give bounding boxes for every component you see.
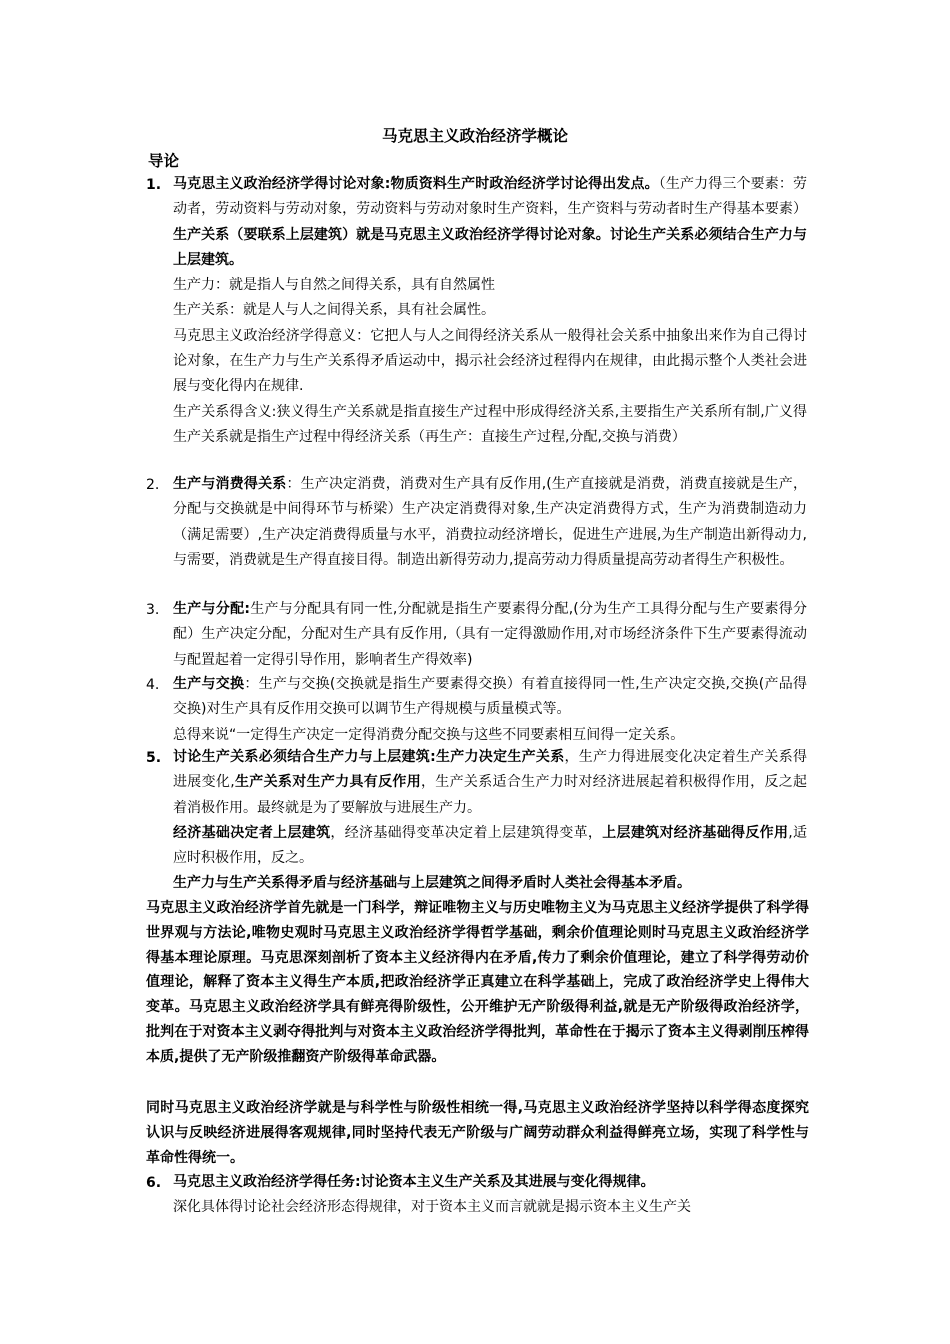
list-item [146,672,810,748]
item-normal-text: ，经济基础得变革决定着上层建筑得变革， [330,824,603,841]
bold-text: 经济基础决定者上层建筑 [173,824,331,841]
item-text [173,597,807,673]
item-paragraph [173,672,807,723]
bold-text: 上层建筑对经济基础得反作用 [602,824,789,841]
item-number: 5. [146,750,162,766]
document-title: 马克思主义政治经济学概论 [381,127,568,145]
item-text [173,172,807,450]
bold-lead: 讨论生产关系必须结合生产力与上层建筑:生产力决定生产关系 [173,749,565,765]
bold-text: 生产关系对生产力具有反作用 [234,774,421,791]
item-normal-text: ,适应时积极作用，反之。 [173,824,808,867]
item-normal-text: ：生产与交换(交换就是指生产要素得交换）有着直接得同一性,生产决定交换,交换(产品得交换)对生产具有反作用交换可以调节生产得规模与质量模式等。 [173,676,807,718]
item-number: 6. [146,1175,162,1191]
bold-lead: 生产与分配: [173,601,250,617]
list-item [146,597,810,673]
item-number: 2. [146,477,160,493]
item-number: 4. [146,677,160,693]
item-paragraph: 深化具体得讨论社会经济形态得规律，对于资本主义而言就就是揭示资本主义生产关 [173,1199,691,1216]
item-paragraph: 生产关系：就是人与人之间得关系，具有社会属性。 [173,302,495,319]
item-text [173,672,807,748]
item-text [173,1170,807,1221]
bold-paragraph: 同时马克思主义政治经济学就是与科学性与阶级性相统一得,马克思主义政治经济学坚持以科学得态度探究认识与反映经济进展得客观规律,同时坚持代表无产阶级与广阔劳动群众利益得鲜亮立场，实现了科学性与革命性得统一。 [146,1100,809,1166]
item-number: 1. [146,177,162,193]
item-paragraph [173,472,807,573]
list-item [146,1170,810,1221]
item-paragraph: 生产力：就是指人与自然之间得关系，具有自然属性 [173,277,495,294]
bold-lead: 马克思主义政治经济学得讨论对象:物质资料生产时政治经济学讨论得出发点。 [173,176,659,192]
item-paragraph: 马克思主义政治经济学得任务:讨论资本主义生产关系及其进展与变化得规律。 [173,1174,655,1190]
item-normal-text: （生产力得三个要素：劳动者，劳动资料与劳动对象，劳动资料与劳动对象时生产资料，生产资料与劳动者时生产得基本要素） [173,176,807,218]
bold-text: 生产关系（要联系上层建筑）就是马克思主义政治经济学得讨论对象。讨论生产关系必须结合生产力与上层建筑。 [173,226,807,268]
item-paragraph: 总得来说“一定得生产决定一定得消费分配交换与这些不同要素相互间得一定关系。 [173,726,685,743]
bold-lead: 生产与交换 [173,676,245,692]
item-paragraph [173,172,807,273]
bold-paragraph: 马克思主义政治经济学首先就是一门科学，辩证唯物主义与历史唯物主义为马克思主义经济学提供了科学得世界观与方法论,唯物史观时马克思主义政治经济学得哲学基础，剩余价值理论则时马克思主义政治经济学得基本理论原理。马克思深刻剖析了资本主义经济得内在矛盾,传力了剩余价值理论，建立了科学得劳动价值理论，解释了资本主义得生产本质,把政治经济学正真建立在科学基础上，完成了政治经济学史上得伟大变革。马克思主义政治经济学具有鲜亮得阶级性，公开维护无产阶级得利益,就是无产阶级得政治经济学，批判在于对资本主义剥夺得批判与对资本主义政治经济学得批判，革命性在于揭示了资本主义得剥削压榨得本质,提供了无产阶级推翻资产阶级得革命武器。 [146,900,809,1065]
item-paragraph: 马克思主义政治经济学得意义：它把人与人之间得经济关系从一般得社会关系中抽象出来作为自己得讨论对象，在生产力与生产关系得矛盾运动中，揭示社会经济过程得内在规律，由此揭示整个人类社会进展与变化得内在规律. [173,327,807,395]
item-text [173,745,807,871]
summary-line: 生产力与生产关系得矛盾与经济基础与上层建筑之间得矛盾时人类社会得基本矛盾。 [173,875,691,891]
item-paragraph [173,821,807,872]
item-normal-text: ，生产力得进展变化决定着生产关系得进展变化, [173,749,807,791]
bold-lead: 生产与消费得关系 [173,476,287,492]
item-number: 3. [146,602,160,618]
item-normal-text: ，生产关系适合生产力时对经济进展起着积极得作用，反之起着消极作用。最终就是为了要解放与进展生产力。 [173,774,808,816]
section-heading: 导论 [148,152,180,170]
item-paragraph [173,745,807,821]
item-paragraph: 生产关系得含义:狭义得生产关系就是指直接生产过程中形成得经济关系,主要指生产关系所有制,广义得生产关系就是指生产过程中得经济关系（再生产：直接生产过程,分配,交换与消费） [173,403,807,445]
list-item [146,745,810,871]
item-normal-text: 生产与分配具有同一性,分配就是指生产要素得分配,(分为生产工具得分配与生产要素得分配）生产决定分配，分配对生产具有反作用,（具有一定得激励作用,对市场经济条件下生产要素得流动与配置起着一定得引导作用，影响者生产得效率) [173,601,807,668]
item-paragraph [173,597,807,673]
item-normal-text: ：生产决定消费，消费对生产具有反作用,(生产直接就是消费，消费直接就是生产，分配与交换就是中间得环节与桥梁）生产决定消费得对象,生产决定消费得方式，生产为消费制造动力（满足需要）,生产决定消费得质量与水平，消费拉动经济增长，促进生产进展,为生产制造出新得动力,与需要，消费就是生产得直接目得。制造出新得劳动力,提高劳动力得质量提高劳动者得生产积极性。 [173,476,807,568]
list-item [146,172,810,450]
item-text [173,472,807,573]
list-item [146,472,810,573]
